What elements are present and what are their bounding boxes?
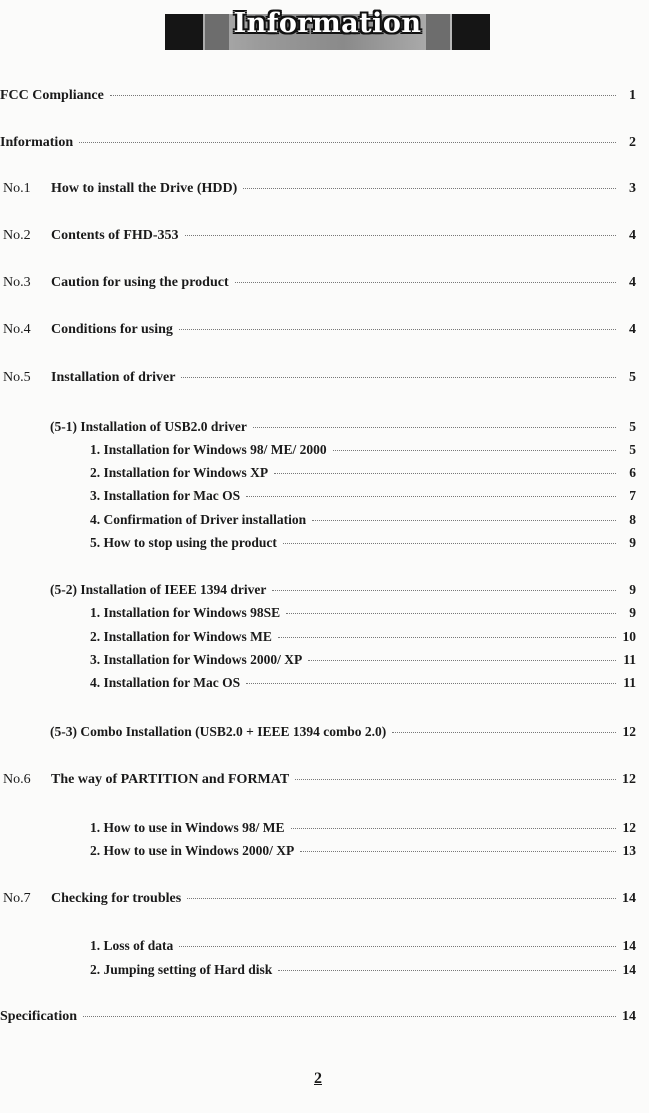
toc-page: 6 bbox=[629, 465, 636, 480]
dot-leader bbox=[246, 496, 616, 497]
dot-leader bbox=[83, 1016, 616, 1017]
toc-label: (5-3) Combo Installation (USB2.0 + IEEE 1394 combo 2.0) bbox=[50, 724, 387, 739]
toc-label: Information bbox=[0, 135, 74, 150]
toc-number: No.6 bbox=[3, 772, 31, 787]
toc-page: 12 bbox=[622, 820, 636, 835]
toc-number: No.3 bbox=[3, 275, 31, 290]
toc-row-5-1 bbox=[50, 419, 636, 435]
toc-row-fcc bbox=[0, 88, 636, 104]
toc-label: 2. Installation for Windows ME bbox=[90, 629, 272, 644]
toc-label: Caution for using the product bbox=[51, 275, 229, 290]
toc-page: 11 bbox=[623, 652, 636, 667]
toc-page: 9 bbox=[629, 605, 636, 620]
toc-page: 5 bbox=[629, 442, 636, 457]
dot-leader bbox=[392, 732, 616, 733]
toc-page: 2 bbox=[629, 135, 636, 150]
dot-leader bbox=[278, 970, 616, 971]
toc-label: Specification bbox=[0, 1009, 77, 1024]
toc-row-5-1-5 bbox=[90, 535, 636, 551]
toc-page: 9 bbox=[629, 582, 636, 597]
toc-label: 5. How to stop using the product bbox=[90, 535, 277, 550]
toc-page: 12 bbox=[622, 724, 636, 739]
toc-row-no5 bbox=[3, 370, 636, 386]
toc-label: 1. Installation for Windows 98/ ME/ 2000 bbox=[90, 442, 327, 457]
dot-leader bbox=[300, 851, 616, 852]
toc-row-5-1-4 bbox=[90, 512, 636, 528]
toc-page: 14 bbox=[622, 1009, 636, 1024]
dot-leader bbox=[283, 543, 616, 544]
dot-leader bbox=[312, 520, 616, 521]
toc-row-5-2-2 bbox=[90, 629, 636, 645]
toc-row-5-1-3 bbox=[90, 488, 636, 504]
toc-label: Contents of FHD-353 bbox=[51, 228, 179, 243]
toc-label: The way of PARTITION and FORMAT bbox=[51, 772, 290, 787]
toc-page: 12 bbox=[622, 772, 636, 787]
toc-row-information bbox=[0, 135, 636, 151]
toc-page: 10 bbox=[622, 629, 636, 644]
toc-label: 2. Installation for Windows XP bbox=[90, 465, 269, 480]
toc-page: 14 bbox=[622, 891, 636, 906]
toc-row-5-1-2 bbox=[90, 465, 636, 481]
toc-label: Installation of driver bbox=[51, 370, 176, 385]
toc-page: 7 bbox=[629, 488, 636, 503]
toc-row-6-1 bbox=[90, 820, 636, 836]
dot-leader bbox=[308, 660, 616, 661]
toc-row-no4 bbox=[3, 322, 636, 338]
toc-page: 1 bbox=[629, 88, 636, 103]
toc-page: 13 bbox=[622, 843, 636, 858]
page-title: Information bbox=[233, 8, 422, 39]
toc-row-6-2 bbox=[90, 843, 636, 859]
toc-label: Checking for troubles bbox=[51, 891, 182, 906]
toc-row-no3 bbox=[3, 275, 636, 291]
toc-row-7-2 bbox=[90, 962, 636, 978]
dot-leader bbox=[291, 828, 616, 829]
toc-label: 2. How to use in Windows 2000/ XP bbox=[90, 843, 295, 858]
dot-leader bbox=[253, 427, 616, 428]
toc-row-5-2-4 bbox=[90, 675, 636, 691]
toc-page: 11 bbox=[623, 675, 636, 690]
toc-label: 1. How to use in Windows 98/ ME bbox=[90, 820, 285, 835]
toc-page: 3 bbox=[629, 181, 636, 196]
toc-number: No.2 bbox=[3, 228, 31, 243]
toc-label: Conditions for using bbox=[51, 322, 173, 337]
toc-label: 4. Confirmation of Driver installation bbox=[90, 512, 307, 527]
dot-leader bbox=[179, 946, 616, 947]
toc-row-no7 bbox=[3, 891, 636, 907]
dot-leader bbox=[187, 898, 616, 899]
dot-leader bbox=[235, 282, 616, 283]
toc-row-no2 bbox=[3, 228, 636, 244]
dot-leader bbox=[295, 779, 616, 780]
toc-row-5-3 bbox=[50, 724, 636, 740]
toc-label: FCC Compliance bbox=[0, 88, 104, 103]
toc-label: 1. Installation for Windows 98SE bbox=[90, 605, 281, 620]
dot-leader bbox=[272, 590, 616, 591]
toc-number: No.4 bbox=[3, 322, 31, 337]
toc-number: No.5 bbox=[3, 370, 31, 385]
toc-page: 14 bbox=[622, 962, 636, 977]
toc-page: 4 bbox=[629, 228, 636, 243]
toc-label: 4. Installation for Mac OS bbox=[90, 675, 241, 690]
toc-page: 8 bbox=[629, 512, 636, 527]
toc-row-specification bbox=[0, 1009, 636, 1025]
toc-page: 5 bbox=[629, 370, 636, 385]
dot-leader bbox=[278, 637, 616, 638]
toc-label: 2. Jumping setting of Hard disk bbox=[90, 962, 273, 977]
toc-label: 3. Installation for Windows 2000/ XP bbox=[90, 652, 303, 667]
toc-page: 9 bbox=[629, 535, 636, 550]
toc-label: (5-1) Installation of USB2.0 driver bbox=[50, 419, 247, 434]
toc-row-5-1-1 bbox=[90, 442, 636, 458]
page-number: 2 bbox=[314, 1070, 322, 1087]
toc-page: 14 bbox=[622, 938, 636, 953]
toc-page: 4 bbox=[629, 322, 636, 337]
toc-label: (5-2) Installation of IEEE 1394 driver bbox=[50, 582, 267, 597]
toc-page: 5 bbox=[629, 419, 636, 434]
toc-row-no6 bbox=[3, 772, 636, 788]
toc-number: No.1 bbox=[3, 181, 31, 196]
dot-leader bbox=[181, 377, 616, 378]
dot-leader bbox=[185, 235, 616, 236]
toc-row-5-2-3 bbox=[90, 652, 636, 668]
toc-page: 4 bbox=[629, 275, 636, 290]
dot-leader bbox=[110, 95, 616, 96]
toc-row-5-2 bbox=[50, 582, 636, 598]
toc-row-5-2-1 bbox=[90, 605, 636, 621]
toc-label: 3. Installation for Mac OS bbox=[90, 488, 241, 503]
dot-leader bbox=[246, 683, 616, 684]
dot-leader bbox=[79, 142, 616, 143]
dot-leader bbox=[274, 473, 616, 474]
toc-label: How to install the Drive (HDD) bbox=[51, 181, 238, 196]
toc-label: 1. Loss of data bbox=[90, 938, 174, 953]
dot-leader bbox=[333, 450, 616, 451]
toc-row-7-1 bbox=[90, 938, 636, 954]
dot-leader bbox=[179, 329, 616, 330]
dot-leader bbox=[286, 613, 616, 614]
dot-leader bbox=[243, 188, 616, 189]
toc-row-no1 bbox=[3, 181, 636, 197]
toc-number: No.7 bbox=[3, 891, 31, 906]
